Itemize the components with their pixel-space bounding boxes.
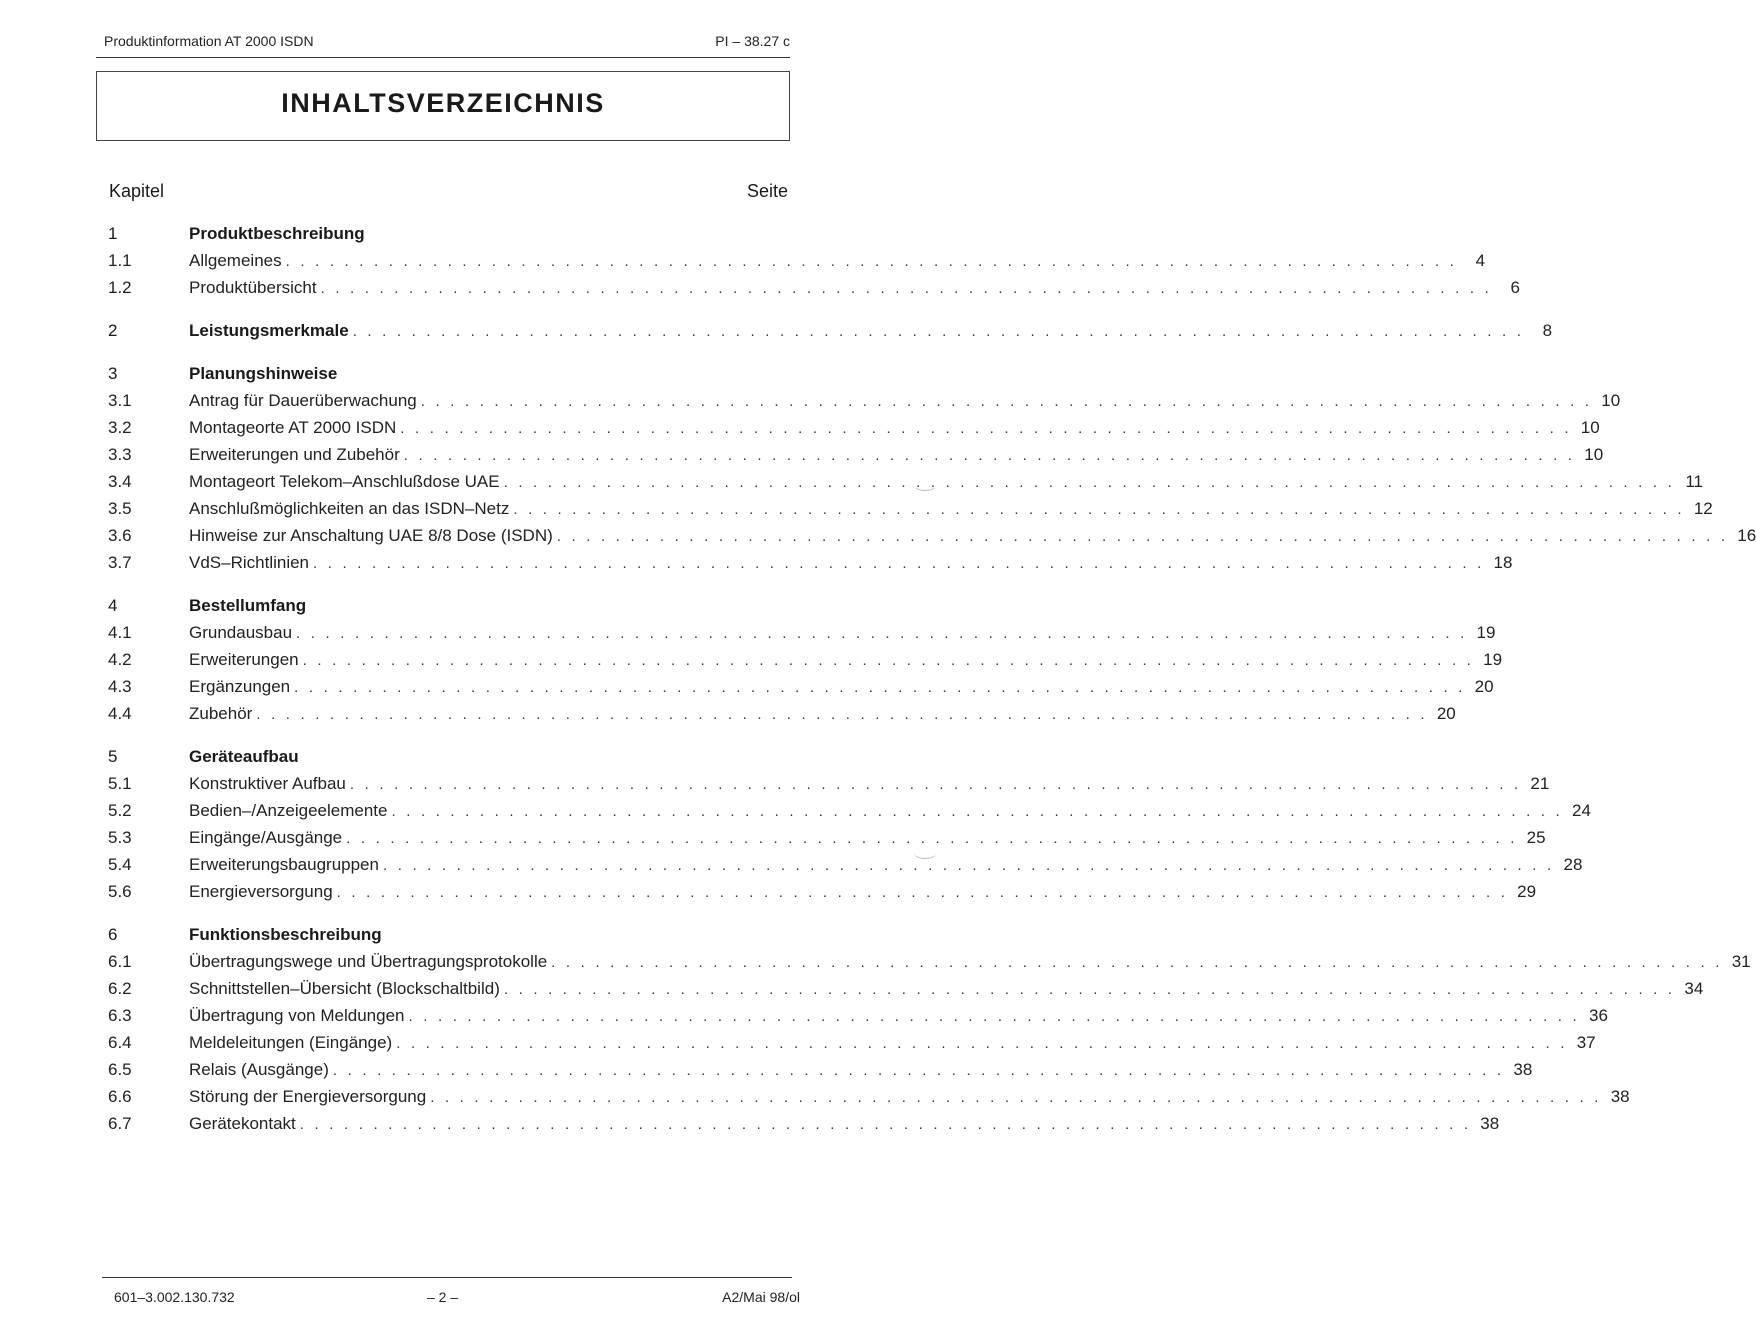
toc-chapter	[108, 220, 1521, 301]
toc-page-number: 25	[1526, 828, 1546, 847]
toc-leader-dots: . . . . . . . . . . . . . . . . . . . . . . . . . . . . . . . . . . . . . . . . . . . . . . . . . . . . . . . . . . . . . . . . . . . . . . . . . . . . . . . .	[391, 803, 1563, 820]
toc-title: Erweiterungsbaugruppen	[189, 855, 379, 874]
toc-entry	[108, 797, 1591, 824]
toc-page-number: 20	[1474, 677, 1494, 696]
toc-label	[189, 1083, 1630, 1111]
toc-entry	[108, 1110, 1500, 1137]
toc-entry	[108, 646, 1503, 673]
footer-doc-id: 601–3.002.130.732	[114, 1289, 235, 1305]
toc-title: Ergänzungen	[189, 677, 291, 696]
toc-entry	[108, 824, 1546, 851]
column-head-kapitel: Kapitel	[109, 181, 165, 201]
toc-leader-dots: . . . . . . . . . . . . . . . . . . . . . . . . . . . . . . . . . . . . . . . . . . . . . . . . . . . . . . . . . . . . . . . . . . . . . . . . . . . . . . . .	[332, 1062, 1505, 1079]
toc-title: Erweiterungen und Zubehör	[189, 445, 400, 464]
footer-revision: A2/Mai 98/ol	[722, 1289, 800, 1305]
toc-entry	[108, 522, 1756, 549]
toc-leader-dots: . . . . . . . . . . . . . . . . . . . . . . . . . . . . . . . . . . . . . . . . . . . . . . . . . . . . . . . . . . . . . . . . . . . . . . . . . . . . . . . .	[313, 555, 1485, 572]
toc-leader-dots: . . . . . . . . . . . . . . . . . . . . . . . . . . . . . . . . . . . . . . . . . . . . . . . . . . . . . . . . . . . . . . . . . . . . . . . . . . . . . . . .	[400, 420, 1572, 437]
toc-number: 4.1	[108, 623, 132, 642]
toc-page-number: 24	[1572, 801, 1591, 820]
toc-number: 6.4	[108, 1033, 132, 1052]
toc-number: 2	[108, 321, 118, 340]
toc-page-number: 19	[1483, 650, 1503, 669]
punch-mark	[914, 480, 936, 491]
toc-leader-dots: . . . . . . . . . . . . . . . . . . . . . . . . . . . . . . . . . . . . . . . . . . . . . . . . . . . . . . . . . . . . . . . . . . . . . . . . . . . . . . . .	[408, 1008, 1580, 1025]
toc-number: 1.2	[108, 278, 132, 297]
toc-number: 3.5	[108, 499, 132, 518]
toc-number: 5.4	[108, 855, 132, 874]
toc-number: 1	[108, 224, 118, 243]
toc-title: Relais (Ausgänge)	[189, 1060, 329, 1079]
footer-rule	[102, 1277, 792, 1278]
toc-leader-dots: . . . . . . . . . . . . . . . . . . . . . . . . . . . . . . . . . . . . . . . . . . . . . . . . . . . . . . . . . . . . . . . . . . . . . . . . . . . . . . . .	[336, 884, 1509, 901]
toc-page-number: 38	[1610, 1087, 1630, 1106]
toc-entry	[108, 468, 1704, 495]
toc-page-number: 10	[1580, 418, 1600, 437]
footer-page-number: – 2 –	[427, 1289, 459, 1305]
toc-page-number: 37	[1576, 1033, 1596, 1052]
toc-label	[189, 522, 1756, 550]
toc-label	[189, 770, 1550, 798]
page-header	[104, 33, 790, 55]
toc-title: Übertragungswege und Übertragungsprotokolle	[189, 952, 548, 971]
toc-page-number: 21	[1530, 774, 1550, 793]
toc-label	[189, 549, 1513, 577]
toc-page-number: 10	[1584, 445, 1604, 464]
toc-number: 3.7	[108, 553, 132, 572]
toc-title: Antrag für Dauerüberwachung	[189, 391, 417, 410]
toc-title: VdS–Richtlinien	[189, 553, 310, 572]
toc-chapter	[108, 921, 1751, 1137]
toc-label	[189, 495, 1713, 523]
toc-title: Funktionsbeschreibung	[189, 925, 382, 944]
toc-number: 3.3	[108, 445, 132, 464]
toc-title: Energieversorgung	[189, 882, 333, 901]
toc-number: 5	[108, 747, 118, 766]
toc-entry	[108, 1029, 1596, 1056]
toc-leader-dots: . . . . . . . . . . . . . . . . . . . . . . . . . . . . . . . . . . . . . . . . . . . . . . . . . . . . . . . . . . . . . . . . . . . . . . . . . . . . . . . .	[352, 323, 1525, 340]
toc-number: 5.3	[108, 828, 132, 847]
toc-number: 5.6	[108, 882, 132, 901]
toc-label	[189, 1029, 1596, 1057]
toc-number: 4	[108, 596, 118, 615]
toc-title: Konstruktiver Aufbau	[189, 774, 346, 793]
toc-leader-dots: . . . . . . . . . . . . . . . . . . . . . . . . . . . . . . . . . . . . . . . . . . . . . . . . . . . . . . . . . . . . . . . . . . . . . . . . . . . . . . . .	[302, 652, 1475, 669]
toc-chapter	[108, 360, 1756, 576]
toc-entry	[108, 387, 1621, 414]
header-doc-number: PI – 38.27 c	[715, 33, 790, 49]
toc-label	[189, 851, 1583, 879]
toc-title: Produktbeschreibung	[189, 224, 365, 243]
column-head-seite: Seite	[746, 181, 788, 201]
toc-title: Bestellumfang	[189, 596, 307, 615]
toc-entry	[108, 1056, 1533, 1083]
toc-title: Planungshinweise	[189, 364, 338, 383]
toc-number: 6.6	[108, 1087, 132, 1106]
punch-mark	[914, 848, 936, 859]
toc-number: 4.4	[108, 704, 132, 723]
toc-number: 4.2	[108, 650, 132, 669]
toc-page-number: 20	[1436, 704, 1456, 723]
toc-leader-dots: . . . . . . . . . . . . . . . . . . . . . . . . . . . . . . . . . . . . . . . . . . . . . . . . . . . . . . . . . . . . . . . . . . . . . . . . . . . . . . . .	[299, 1116, 1472, 1133]
toc-label	[189, 414, 1600, 442]
toc-title: Produktübersicht	[189, 278, 317, 297]
toc-number: 1.1	[108, 251, 132, 270]
header-rule	[96, 57, 790, 58]
toc-label	[189, 317, 1553, 345]
toc-label	[189, 797, 1591, 825]
toc-label	[189, 743, 790, 770]
toc-title: Bedien–/Anzeigeelemente	[189, 801, 388, 820]
toc-entry	[108, 975, 1704, 1002]
toc-label	[189, 878, 1537, 906]
toc-entry	[108, 700, 1456, 727]
toc-title: Allgemeines	[189, 251, 282, 270]
toc-label	[189, 975, 1704, 1003]
toc-leader-dots: . . . . . . . . . . . . . . . . . . . . . . . . . . . . . . . . . . . . . . . . . . . . . . . . . . . . . . . . . . . . . . . . . . . . . . . . . . . . . . . .	[296, 625, 1468, 642]
toc-number: 4.3	[108, 677, 132, 696]
toc-title: Meldeleitungen (Eingänge)	[189, 1033, 393, 1052]
toc-label	[189, 646, 1503, 674]
toc-title: Schnittstellen–Übersicht (Blockschaltbild)	[189, 979, 500, 998]
toc-label	[189, 1056, 1533, 1084]
toc-entry	[108, 770, 1550, 797]
toc-entry	[108, 495, 1713, 522]
toc-number: 6.2	[108, 979, 132, 998]
toc-page-number: 38	[1480, 1114, 1500, 1133]
toc-number: 6.1	[108, 952, 132, 971]
toc-page-number: 28	[1563, 855, 1583, 874]
toc-label	[189, 220, 790, 247]
toc-leader-dots: . . . . . . . . . . . . . . . . . . . . . . . . . . . . . . . . . . . . . . . . . . . . . . . . . . . . . . . . . . . . . . . . . . . . . . . . . . . . . . . .	[285, 253, 1458, 270]
header-doc-title: Produktinformation AT 2000 ISDN	[104, 33, 314, 49]
toc-leader-dots: . . . . . . . . . . . . . . . . . . . . . . . . . . . . . . . . . . . . . . . . . . . . . . . . . . . . . . . . . . . . . . . . . . . . . . . . . . . . . . . .	[513, 501, 1685, 518]
toc-number: 5.1	[108, 774, 132, 793]
toc-title: Erweiterungen	[189, 650, 299, 669]
toc-label	[189, 921, 790, 948]
toc-page-number: 36	[1589, 1006, 1608, 1025]
toc-chapter	[108, 592, 1503, 727]
toc-chapter-heading	[108, 921, 790, 948]
toc-title: Leistungsmerkmale	[189, 321, 349, 340]
toc-chapter-heading	[108, 592, 790, 619]
toc-leader-dots: . . . . . . . . . . . . . . . . . . . . . . . . . . . . . . . . . . . . . . . . . . . . . . . . . . . . . . . . . . . . . . . . . . . . . . . . . . . . . . . .	[551, 954, 1723, 971]
toc-entry	[108, 948, 1751, 975]
toc-leader-dots: . . . . . . . . . . . . . . . . . . . . . . . . . . . . . . . . . . . . . . . . . . . . . . . . . . . . . . . . . . . . . . . . . . . . . . . . . . . . . . . .	[346, 830, 1518, 847]
toc-entry	[108, 878, 1537, 905]
toc-chapter-heading	[108, 360, 790, 387]
toc-label	[189, 387, 1621, 415]
toc-title: Zubehör	[189, 704, 253, 723]
toc-number: 5.2	[108, 801, 132, 820]
toc-label	[189, 247, 1486, 275]
toc-chapter-heading	[108, 317, 1553, 344]
toc-chapter	[108, 317, 1553, 344]
toc-leader-dots: . . . . . . . . . . . . . . . . . . . . . . . . . . . . . . . . . . . . . . . . . . . . . . . . . . . . . . . . . . . . . . . . . . . . . . . . . . . . . . . .	[503, 474, 1676, 491]
toc-page-number: 29	[1517, 882, 1537, 901]
toc-number: 3.1	[108, 391, 132, 410]
toc-title: Montageort Telekom–Anschlußdose UAE	[189, 472, 500, 491]
toc-page-number: 4	[1475, 251, 1486, 270]
toc-page-number: 6	[1510, 278, 1521, 297]
toc-page-number: 12	[1693, 499, 1713, 518]
toc-label	[189, 592, 790, 619]
toc-number: 6.5	[108, 1060, 132, 1079]
toc-leader-dots: . . . . . . . . . . . . . . . . . . . . . . . . . . . . . . . . . . . . . . . . . . . . . . . . . . . . . . . . . . . . . . . . . . . . . . . . . . . . . . . .	[403, 447, 1576, 464]
toc-page-number: 10	[1601, 391, 1621, 410]
toc-leader-dots: . . . . . . . . . . . . . . . . . . . . . . . . . . . . . . . . . . . . . . . . . . . . . . . . . . . . . . . . . . . . . . . . . . . . . . . . . . . . . . . .	[256, 706, 1428, 723]
toc-leader-dots: . . . . . . . . . . . . . . . . . . . . . . . . . . . . . . . . . . . . . . . . . . . . . . . . . . . . . . . . . . . . . . . . . . . . . . . . . . . . . . . .	[382, 857, 1555, 874]
toc-entry	[108, 274, 1521, 301]
toc-title: Montageorte AT 2000 ISDN	[189, 418, 397, 437]
toc-leader-dots: . . . . . . . . . . . . . . . . . . . . . . . . . . . . . . . . . . . . . . . . . . . . . . . . . . . . . . . . . . . . . . . . . . . . . . . . . . . . . . . .	[430, 1089, 1602, 1106]
toc-title: Geräteaufbau	[189, 747, 299, 766]
toc-entry	[108, 1083, 1630, 1110]
toc-page-number: 18	[1493, 553, 1513, 572]
toc-entry	[108, 414, 1600, 441]
toc-label	[189, 274, 1521, 302]
toc-entry	[108, 1002, 1608, 1029]
toc-number: 3.6	[108, 526, 132, 545]
toc-label	[189, 948, 1751, 976]
toc-label	[189, 673, 1494, 701]
toc-title: Hinweise zur Anschaltung UAE 8/8 Dose (ISDN)	[189, 526, 553, 545]
toc-label	[189, 700, 1456, 728]
toc-leader-dots: . . . . . . . . . . . . . . . . . . . . . . . . . . . . . . . . . . . . . . . . . . . . . . . . . . . . . . . . . . . . . . . . . . . . . . . . . . . . . . . .	[556, 528, 1729, 545]
toc-entry	[108, 549, 1513, 576]
toc-title: Grundausbau	[189, 623, 293, 642]
page-title: INHALTSVERZEICHNIS	[281, 88, 605, 118]
toc-entry	[108, 673, 1494, 700]
toc-chapter-heading	[108, 743, 790, 770]
toc-label	[189, 441, 1604, 469]
toc-entry	[108, 851, 1583, 878]
toc-number: 6	[108, 925, 118, 944]
toc-number: 6.7	[108, 1114, 132, 1133]
toc-leader-dots: . . . . . . . . . . . . . . . . . . . . . . . . . . . . . . . . . . . . . . . . . . . . . . . . . . . . . . . . . . . . . . . . . . . . . . . . . . . . . . . .	[349, 776, 1522, 793]
toc-entry	[108, 441, 1604, 468]
toc-entry	[108, 247, 1486, 274]
toc-entry	[108, 619, 1496, 646]
toc-title: Eingänge/Ausgänge	[189, 828, 343, 847]
toc-leader-dots: . . . . . . . . . . . . . . . . . . . . . . . . . . . . . . . . . . . . . . . . . . . . . . . . . . . . . . . . . . . . . . . . . . . . . . . . . . . . . . . .	[503, 981, 1676, 998]
toc-label	[189, 360, 790, 387]
toc-label	[189, 1002, 1608, 1030]
toc-page-number: 11	[1685, 472, 1704, 491]
table-of-contents	[108, 220, 1756, 1153]
toc-page-number: 34	[1684, 979, 1704, 998]
toc-page-number: 19	[1476, 623, 1496, 642]
toc-title: Anschlußmöglichkeiten an das ISDN–Netz	[189, 499, 510, 518]
toc-chapter-heading	[108, 220, 790, 247]
toc-leader-dots: . . . . . . . . . . . . . . . . . . . . . . . . . . . . . . . . . . . . . . . . . . . . . . . . . . . . . . . . . . . . . . . . . . . . . . . . . . . . . . . .	[396, 1035, 1568, 1052]
toc-leader-dots: . . . . . . . . . . . . . . . . . . . . . . . . . . . . . . . . . . . . . . . . . . . . . . . . . . . . . . . . . . . . . . . . . . . . . . . . . . . . . . . .	[420, 393, 1593, 410]
toc-number: 3	[108, 364, 118, 383]
toc-label	[189, 619, 1496, 647]
toc-leader-dots: . . . . . . . . . . . . . . . . . . . . . . . . . . . . . . . . . . . . . . . . . . . . . . . . . . . . . . . . . . . . . . . . . . . . . . . . . . . . . . . .	[294, 679, 1466, 696]
toc-label	[189, 1110, 1500, 1138]
toc-title: Übertragung von Meldungen	[189, 1006, 405, 1025]
toc-page-number: 16	[1737, 526, 1756, 545]
toc-label	[189, 468, 1704, 496]
toc-page-number: 8	[1542, 321, 1553, 340]
toc-number: 3.2	[108, 418, 132, 437]
toc-page-number: 31	[1731, 952, 1751, 971]
toc-number: 3.4	[108, 472, 132, 491]
toc-number: 6.3	[108, 1006, 132, 1025]
title-box	[96, 71, 790, 141]
toc-page-number: 38	[1513, 1060, 1533, 1079]
toc-title: Gerätekontakt	[189, 1114, 296, 1133]
toc-chapter	[108, 743, 1591, 905]
toc-title: Störung der Energieversorgung	[189, 1087, 427, 1106]
toc-label	[189, 824, 1546, 852]
toc-leader-dots: . . . . . . . . . . . . . . . . . . . . . . . . . . . . . . . . . . . . . . . . . . . . . . . . . . . . . . . . . . . . . . . . . . . . . . . . . . . . . . . .	[320, 280, 1493, 297]
